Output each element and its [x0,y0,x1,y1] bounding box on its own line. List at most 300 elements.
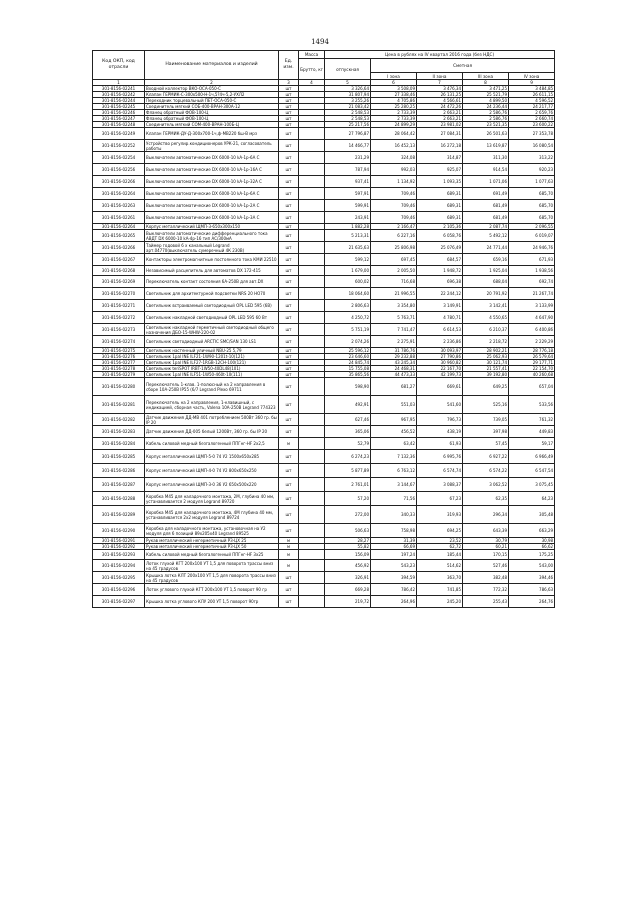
row-price-zone-3: 681,49 [463,212,509,224]
row-name: Светильник светодиодный ARCTIC SMC/SAN 130 LS1 [145,336,279,348]
row-unit: шт [279,254,299,266]
row-price-zone-1: 551,03 [371,396,417,414]
row-price-zone-4: 313,22 [509,152,555,164]
row-release-price: 21 083,42 [325,104,371,110]
row-price-zone-4: 22 154,70 [509,366,555,372]
row-code: 301-8156-02286 [93,464,145,478]
row-price-zone-1: 28 064,42 [371,128,417,140]
row-name: Фланец обратный ФОВ-100-Ц [145,116,279,122]
table-row [93,438,555,450]
row-name: Таймер годовой 6 х канальный Legrand арт.04770(выключатель сумеречный 4К 230В) [145,242,279,254]
row-name: Выключатели автоматические DX 6000-10 kA-1р-6А С [145,152,279,164]
row-release-price: 599,91 [325,200,371,212]
row-gross [299,230,325,242]
row-name: Датчик движения ДД-005 белый 1200Вт, 360 гр. бы IP 20 [145,426,279,438]
row-price-zone-1: 197,24 [371,550,417,560]
row-price-zone-4: 6 019,07 [509,230,555,242]
row-price-zone-3: 2 087,74 [463,224,509,230]
row-release-price: 597,91 [325,188,371,200]
row-price-zone-1: 786,42 [371,584,417,596]
header-mass: Масса [299,51,325,59]
row-gross [299,276,325,288]
row-name: Корпус металлический ЩМП-5-0 74 У2 1500х650х285 [145,450,279,464]
row-price-zone-4: 6 400,86 [509,324,555,336]
row-gross [299,288,325,300]
row-price-zone-4: 685,70 [509,212,555,224]
row-name: Светильник для архитектурной подсветки NRS 20 НО70 [145,288,279,300]
row-code: 301-8156-02296 [93,584,145,596]
header-estimate: Сметная [371,59,555,73]
table-row [93,572,555,584]
row-price-zone-4: 26 579,64 [509,354,555,360]
row-price-zone-4: 1 938,56 [509,266,555,276]
table-row [93,378,555,396]
row-price-zone-4: 24 946,76 [509,242,555,254]
table-body [93,86,555,608]
row-price-zone-1: 709,46 [371,212,417,224]
col-number: 3 [279,80,299,86]
row-price-zone-1: 2 275,91 [371,336,417,348]
row-unit: шт [279,450,299,464]
row-price-zone-2: 4 566,61 [417,98,463,104]
row-price-zone-2: 27 084,31 [417,128,463,140]
row-price-zone-1: 967,95 [371,414,417,426]
row-price-zone-4: 16 080,54 [509,140,555,152]
header-gross: Брутто, кг [299,59,325,80]
row-release-price: 28,27 [325,538,371,544]
row-release-price: 35 865,56 [325,372,371,378]
row-price-zone-3: 60,21 [463,544,509,550]
row-price-zone-3: 170,15 [463,550,509,560]
row-name: Светильник накладной светодиодный OPL LED 595 60 Вт [145,312,279,324]
row-price-zone-3: 30 121,74 [463,360,509,366]
row-unit: шт [279,266,299,276]
row-price-zone-2: 25 076,49 [417,242,463,254]
row-release-price: 787,94 [325,164,371,176]
row-price-zone-1: 758,98 [371,524,417,538]
row-price-zone-3: 649,25 [463,378,509,396]
row-unit: шт [279,122,299,128]
row-release-price: 2 074,26 [325,336,371,348]
row-price-zone-3: 57,45 [463,438,509,450]
table-row [93,596,555,608]
row-gross [299,152,325,164]
row-price-zone-1: 681,27 [371,378,417,396]
row-name: Коробка М45 для наладочного монтажа, 4М глубина 40 мм, устанавливается 2х2 модуля Legrand 89724 [145,506,279,524]
row-price-zone-3: 4 550,65 [463,312,509,324]
row-code: 301-8156-02244 [93,98,145,104]
row-price-zone-3: 382,48 [463,572,509,584]
row-price-zone-3: 6 927,22 [463,450,509,464]
table-row [93,336,555,348]
row-price-zone-3: 1 071,06 [463,176,509,188]
row-code: 301-8156-02291 [93,538,145,544]
table-row [93,464,555,478]
row-gross [299,414,325,426]
row-price-zone-2: 24 472,26 [417,104,463,110]
row-release-price: 272,00 [325,506,371,524]
row-code: 301-8156-02281 [93,396,145,414]
row-price-zone-3: 25 062,93 [463,354,509,360]
col-number: 2 [145,80,279,86]
row-price-zone-3: 62,35 [463,492,509,506]
row-code: 301-8156-02252 [93,140,145,152]
row-code: 301-8156-02264 [93,188,145,200]
row-price-zone-3: 2 586,76 [463,116,509,122]
row-gross [299,572,325,584]
row-code: 301-8156-02272 [93,312,145,324]
row-price-zone-3: 30,79 [463,538,509,544]
row-unit: шт [279,86,299,92]
row-price-zone-1: 264,96 [371,596,417,608]
table-row [93,200,555,212]
row-price-zone-1: 324,08 [371,152,417,164]
row-name: Соединитель мягкий СОМ-400-ВРАН-100Б-Ц [145,122,279,128]
row-price-zone-1: 3 144,67 [371,478,417,492]
row-name: Входной коллектор ВКО-ОСА-050-С [145,86,279,92]
row-price-zone-2: 696,38 [417,276,463,288]
row-release-price: 599,12 [325,254,371,266]
row-price-zone-4: 685,70 [509,188,555,200]
row-price-zone-1: 21 996,55 [371,288,417,300]
row-price-zone-3: 39 192,80 [463,372,509,378]
row-name: Датчик движения ДД-МВ 401 потреблением 500Вт 360 гр. бы IP 20 [146,414,277,425]
row-code: 301-8156-02279 [93,372,145,378]
row-price-zone-1: 6 227,16 [371,230,417,242]
row-unit: шт [279,366,299,372]
row-price-zone-1: 16 452,13 [371,140,417,152]
row-price-zone-4: 920,23 [509,164,555,176]
row-release-price: 231,29 [325,152,371,164]
row-gross [299,140,325,152]
row-code: 301-8156-02269 [93,276,145,288]
row-price-zone-2: 245,20 [417,596,463,608]
row-release-price: 598,90 [325,378,371,396]
row-price-zone-4: 30,98 [509,538,555,544]
row-price-zone-4: 2 229,29 [509,336,555,348]
row-price-zone-4: 4 647,90 [509,312,555,324]
row-price-zone-4: 3 484,85 [509,86,555,92]
row-unit: шт [279,110,299,116]
row-code: 301-8156-02263 [93,200,145,212]
row-release-price: 57,20 [325,492,371,506]
row-name: Контакторы электромагнитные постоянного тока КМИ 22510 [145,254,279,266]
table-row [93,254,555,266]
row-price-zone-3: 527,46 [463,560,509,572]
row-price-zone-1: 4 705,86 [371,98,417,104]
row-price-zone-3: 1 925,04 [463,266,509,276]
table-row [93,584,555,596]
row-price-zone-4: 1 077,63 [509,176,555,188]
row-code: 301-8156-02248 [93,122,145,128]
row-code: 301-8156-02292 [93,544,145,550]
row-price-zone-4: 28 776,18 [509,348,555,354]
row-code: 301-8156-02254 [93,152,145,164]
row-code: 301-8156-02256 [93,164,145,176]
row-code: 301-8156-02265 [93,230,145,242]
row-price-zone-2: 925,07 [417,164,463,176]
table-row [93,242,555,254]
row-price-zone-1: 2 005,50 [371,266,417,276]
row-price-zone-1: 6 763,12 [371,464,417,478]
row-name: Переключатель на 2 направления, 1-клавишный, с индикацией, сборная часть, Valena 10А-250В Legrand 774323 [145,396,279,414]
row-release-price: 25 596,12 [325,348,371,354]
row-price-zone-4: 533,56 [509,396,555,414]
row-price-zone-1: 24 899,29 [371,122,417,128]
table-row [93,230,555,242]
row-price-zone-4: 543,00 [509,560,555,572]
row-price-zone-1: 3 354,80 [371,300,417,312]
row-gross [299,464,325,478]
row-code: 301-8156-02245 [93,104,145,110]
row-price-zone-4: 175,25 [509,550,555,560]
col-number: 9 [509,80,555,86]
row-name: Выключатели автоматические DX 6000-10 kA-1р-2А С [145,200,279,212]
row-price-zone-4: 394,46 [509,572,555,584]
table-row [93,312,555,324]
row-name: Рукав металлический негерметичный РЗ-ЦХ 25 [145,538,279,544]
row-name: Выключатели автоматические DX 6000-10 kA-1р-32А С [145,176,279,188]
row-code: 301-8156-02270 [93,288,145,300]
row-code: 301-8156-02282 [93,414,145,426]
row-price-zone-3: 4 899,50 [463,98,509,104]
row-price-zone-1: 44 473,33 [371,372,417,378]
row-name: Выключатели автоматические DX 6000-10 kA-1р-3А С [145,212,279,224]
row-code: 301-8156-02295 [93,572,145,584]
row-price-zone-2: 689,31 [417,200,463,212]
row-price-zone-4: 692,74 [509,276,555,288]
table-row [93,324,555,336]
row-price-zone-1: 24 468,31 [371,366,417,372]
row-gross [299,266,325,276]
row-price-zone-3: 643,39 [463,524,509,538]
row-price-zone-2: 2 663,21 [417,110,463,116]
row-price-zone-1: 394,59 [371,572,417,584]
row-name: Клапан ГЕРМИК-ДУ-Д-300х700-1ч,ф-МВ220 бш-В мрз [145,128,279,140]
header-price-group: Цена в рублях на IV квартал 2016 года (без НДС) [325,51,555,59]
row-unit: шт [279,572,299,584]
row-gross [299,396,325,414]
row-unit: шт [279,360,299,366]
table-row [93,176,555,188]
row-price-zone-1: 543,23 [371,560,417,572]
table-row [93,396,555,414]
row-code: 301-8156-02249 [93,128,145,140]
row-code: 301-8156-02264 [93,224,145,230]
row-gross [299,254,325,266]
row-price-zone-4: 671,93 [509,254,555,266]
row-price-zone-1: 992,03 [371,164,417,176]
row-price-zone-3: 24 771,44 [463,242,509,254]
row-price-zone-2: 185,44 [417,550,463,560]
table-row [93,506,555,524]
row-name: Соединитель мягкий СОБ-400-ВРАН-300А-12 [145,104,279,110]
row-price-zone-4: 663,29 [509,524,555,538]
row-price-zone-3: 3 471,25 [463,86,509,92]
row-price-zone-4: 786,63 [509,584,555,596]
row-price-zone-2: 30 093,97 [417,348,463,354]
row-unit: шт [279,596,299,608]
row-price-zone-3: 255,43 [463,596,509,608]
row-price-zone-3: 681,49 [463,200,509,212]
row-price-zone-1: 2 166,47 [371,224,417,230]
row-name: Переключатель 1-клав. 1-полюсный на 2 направления в сборе 10А-250В IP55 (6/7 Legrand Plexo 69711 [145,378,279,396]
page-number: 1494 [311,38,329,46]
row-unit: шт [279,464,299,478]
row-unit: шт [279,128,299,140]
row-code: 301-8156-02297 [93,596,145,608]
row-gross [299,300,325,312]
row-name: Светильник 1pal INE ILF21-1W90-1201t-10(121) [145,354,279,360]
row-gross [299,242,325,254]
row-price-zone-3: 525,16 [463,396,509,414]
row-unit: шт [279,492,299,506]
row-release-price: 1 882,28 [325,224,371,230]
row-gross [299,378,325,396]
row-unit: шт [279,288,299,300]
row-gross [299,188,325,200]
row-price-zone-1: 697,45 [371,254,417,266]
row-name: Выключатели автоматические DX 6000-10 kA-1р-6А С [145,188,279,200]
row-release-price: 600,02 [325,276,371,288]
col-number: 5 [325,80,371,86]
table-row [93,288,555,300]
row-gross [299,128,325,140]
row-price-zone-1: 27 338,46 [371,92,417,98]
row-price-zone-4: 26 611,15 [509,92,555,98]
row-price-zone-3: 3 062,52 [463,478,509,492]
row-code: 301-8156-02242 [93,92,145,98]
row-price-zone-2: 23,52 [417,538,463,544]
row-gross [299,560,325,572]
row-price-zone-1: 456,52 [371,426,417,438]
table-row [93,152,555,164]
row-unit: шт [279,426,299,438]
row-name: Светильник 1pal INE ILF27-1RGB-12CH-100(121) [145,360,279,366]
row-price-zone-1: 25 806,98 [371,242,417,254]
row-gross [299,596,325,608]
row-price-zone-4: 29 177,71 [509,360,555,366]
row-price-zone-4: 6 966,49 [509,450,555,464]
row-price-zone-1: 43 245,34 [371,360,417,366]
row-name: Корпус металлический ЩМП-3-650х300х150 [145,224,279,230]
row-code: 301-8156-02290 [93,524,145,538]
row-price-zone-1: 340,33 [371,506,417,524]
table-row [93,266,555,276]
row-code: 301-8156-02267 [93,254,145,266]
row-gross [299,506,325,524]
row-code: 301-8156-02287 [93,478,145,492]
row-price-zone-2: 689,31 [417,212,463,224]
row-price-zone-3: 311,30 [463,152,509,164]
table-row [93,276,555,288]
table-row [93,524,555,538]
row-price-zone-3: 26 501,63 [463,128,509,140]
row-name: Светильник 1pal INE ILF51-1W50-460t-10(111) [145,372,279,378]
row-gross [299,324,325,336]
row-release-price: 2 548,53 [325,110,371,116]
row-price-zone-1: 29 232,88 [371,354,417,360]
row-release-price: 506,63 [325,524,371,538]
row-unit: м [279,560,299,572]
row-price-zone-2: 30 960,82 [417,360,463,366]
row-name: Коробка М45 для наладочного монтажа, 2М, глубина 40 мм, устанавливается 2 модуля Legrand 89720 [145,492,279,506]
row-name: Лоток углового глухой КГТ 200х100 УТ 1,5 поворот 90 гр [145,584,279,596]
row-price-zone-3: 2 218,72 [463,336,509,348]
row-price-zone-3: 659,16 [463,254,509,266]
row-name: Коробка для наладочного монтажа, установочная на У2 модуля для 6 позиций 89х205х40 Legrand 89525 [145,524,279,538]
row-release-price: 456,92 [325,560,371,572]
row-price-zone-4: 24 217,77 [509,104,555,110]
row-price-zone-2: 6 058,76 [417,230,463,242]
row-price-zone-4: 2 659,76 [509,110,555,116]
row-price-zone-2: 669,61 [417,378,463,396]
row-price-zone-2: 23 981,02 [417,122,463,128]
row-code: 301-8156-02276 [93,354,145,360]
col-number: 8 [463,80,509,86]
header-code: Код ОКП, код отрасли [93,51,145,80]
row-price-zone-2: 2 236,86 [417,336,463,348]
row-release-price: 669,28 [325,584,371,596]
row-price-zone-4: 264,76 [509,596,555,608]
table-row [93,426,555,438]
row-price-zone-2: 67,23 [417,492,463,506]
row-unit: шт [279,312,299,324]
row-price-zone-1: 1 134,92 [371,176,417,188]
row-gross [299,164,325,176]
table-row [93,560,555,572]
row-unit: шт [279,354,299,360]
row-code: 301-8156-02268 [93,266,145,276]
row-unit: шт [279,276,299,288]
row-price-zone-1: 66,69 [371,544,417,550]
row-price-zone-4: 685,70 [509,200,555,212]
row-name: Рукав металлический негерметичный РЗ-ЦХ 50 [145,544,279,550]
row-price-zone-4: 4 596,52 [509,98,555,104]
row-release-price: 5 751,19 [325,324,371,336]
row-unit: шт [279,506,299,524]
row-price-zone-1: 716,68 [371,276,417,288]
row-price-zone-2: 61,93 [417,438,463,450]
row-code: 301-8156-02274 [93,336,145,348]
row-price-zone-2: 363,70 [417,572,463,584]
row-price-zone-3: 772,32 [463,584,509,596]
row-price-zone-4: 21 267,74 [509,288,555,300]
row-name: Крышка лотка углового КЛУ 200 УТ 1,5 поворот 90гр [145,596,279,608]
table-row [93,300,555,312]
row-release-price: 627,46 [325,414,371,426]
row-price-zone-4: 3 075,45 [509,478,555,492]
row-name: Корпус металлический ЩМП-4-0 74 У2 800х650х250 [145,464,279,478]
row-price-zone-4: 59,17 [509,438,555,450]
row-code: 301-8156-02273 [93,324,145,336]
row-unit: шт [279,372,299,378]
row-release-price: 27 796,87 [325,128,371,140]
row-unit: шт [279,212,299,224]
row-unit: м [279,550,299,560]
row-price-zone-2: 689,31 [417,188,463,200]
row-unit: шт [279,152,299,164]
header-zone-1: I зона [371,73,417,80]
row-gross [299,312,325,324]
table-row [93,450,555,464]
row-release-price: 24 845,74 [325,360,371,366]
row-code: 301-8156-02289 [93,506,145,524]
row-release-price: 52,79 [325,438,371,450]
row-code: 301-8156-02284 [93,438,145,450]
row-price-zone-4: 657,04 [509,378,555,396]
table-row [93,140,555,152]
